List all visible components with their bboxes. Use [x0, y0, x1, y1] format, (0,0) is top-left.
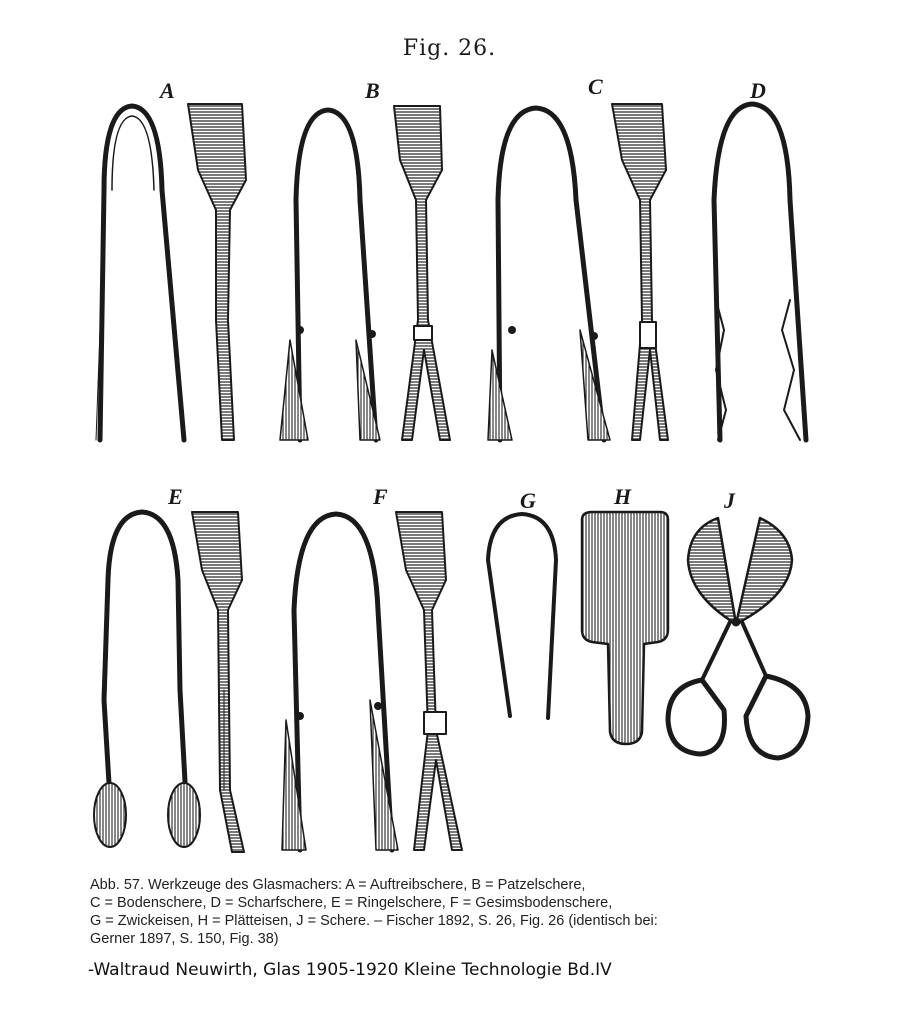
label-j: J [724, 488, 735, 513]
tool-a-blade [188, 104, 246, 440]
caption-line: Gerner 1897, S. 150, Fig. 38) [90, 931, 279, 947]
caption-line: G = Zwickeisen, H = Plätteisen, J = Schere. – Fischer 1892, S. 26, Fig. 26 (identisch bei: [90, 913, 658, 929]
label-b: B [365, 78, 380, 103]
tool-j-scissors [668, 518, 808, 758]
source-credit: -Waltraud Neuwirth, Glas 1905-1920 Kleine Technologie Bd.IV [88, 960, 612, 980]
caption-line: C = Bodenschere, D = Scharfschere, E = Ringelschere, F = Gesimsbodenschere, [90, 895, 613, 911]
caption-line: Abb. 57. Werkzeuge des Glasmachers: A = Auftreibschere, B = Patzelschere, [90, 877, 586, 893]
figure-title: Fig. 26. [402, 36, 497, 61]
tool-f-blade [396, 512, 462, 850]
label-e: E [168, 484, 183, 509]
tool-c-blade [612, 104, 668, 440]
tool-a-tongs [96, 106, 184, 440]
tool-c-tongs [488, 108, 610, 440]
tool-e-tongs [94, 512, 200, 847]
tool-h-plaetteisen [582, 512, 668, 744]
tool-b-blade [394, 106, 450, 440]
label-d: D [750, 78, 766, 103]
tool-f-tongs [282, 514, 398, 850]
label-f: F [373, 484, 388, 509]
label-c: C [588, 74, 603, 99]
tool-b-tongs [280, 110, 380, 440]
figure-caption [90, 876, 810, 948]
tool-d-tongs [714, 104, 806, 440]
label-a: A [160, 78, 175, 103]
tool-g-zwickeisen [488, 514, 556, 718]
label-g: G [520, 488, 536, 513]
tool-e-blade [192, 512, 244, 852]
label-h: H [614, 484, 632, 509]
